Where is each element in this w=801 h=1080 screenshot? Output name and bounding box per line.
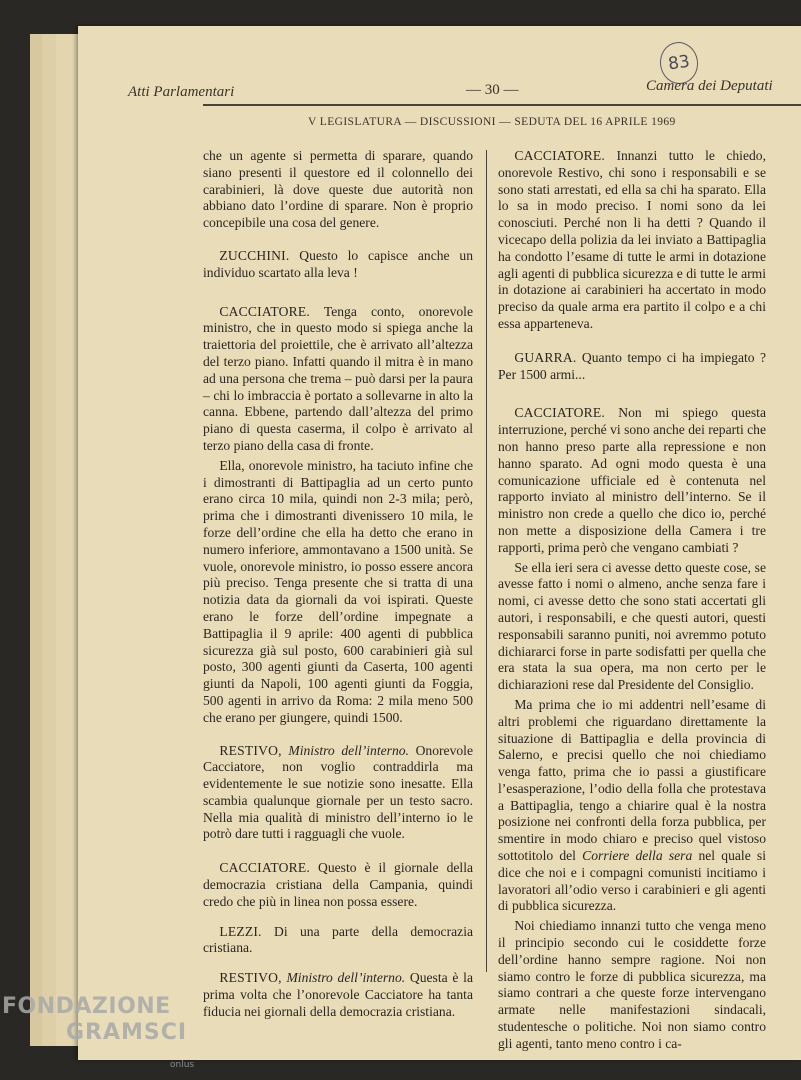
column-divider: [486, 150, 487, 972]
speaker-name: ZUCCHINI.: [219, 247, 290, 263]
paragraph: CACCIATORE. Innanzi tutto le chiedo, onorevole Restivo, chi sono i responsabili e se sono stati arrestati, ed ella sa chi ha sparato. Ella lo sa in modo preciso. I nomi sono da lei conosciuti. Perché non li ha detti ? Quando il vicecapo della polizia da lei inviato a Battipaglia ha condotto l’esame di tutte le armi in dotazione agli agenti di pubblica sicurezza e di tutte le armi in dotazione ai carabinieri ha accertato in modo preciso da quale arma era partito il colpo e a chi essa apparteneva.: [498, 148, 766, 331]
watermark-logo: [2, 994, 202, 1070]
speaker-name: CACCIATORE.: [219, 860, 311, 876]
paragraph: LEZZI. Di una parte della democrazia cristiana.: [203, 923, 473, 956]
page-stamp: 83: [657, 40, 700, 87]
paragraph: RESTIVO, Ministro dell’interno. Questa è la prima volta che l’onorevole Cacciatore ha tanta fiducia nei giornali della democrazia cristiana.: [203, 970, 473, 1019]
paragraph: Ella, onorevole ministro, ha taciuto infine che i dimostranti di Battipaglia ad un certo punto erano circa 10 mila, quindi non 2-3 mila; però, prima che i dimostranti divenissero 10 mila, le forze dell’ordine che ella ha detto che erano in numero inferiore, ammontavano a 1500 unità. Se vuole, onorevole ministro, io posso essere ancora più preciso. Tenga presente che si tratta di una notizia data da giornali da voi ispirati. Queste erano le forze dell’ordine impegnate a Battipaglia il 9 aprile: 400 agenti di pubblica sicurezza già sul posto, 600 carabinieri già sul posto, 300 agenti giunti da Caserta, 100 agenti giunti da Napoli, 100 agenti giunti da Foggia, 500 agenti in arrivo da Roma: 2 mila meno 500 che erano per giungere, quindi 1500.: [203, 457, 473, 725]
paragraph: GUARRA. Quanto tempo ci ha impiegato ? Per 1500 armi...: [498, 349, 766, 382]
speaker-role: Ministro dell’interno.: [288, 742, 409, 758]
paragraph: RESTIVO, Ministro dell’interno. Onorevole Cacciatore, non voglio contraddirla ma evidentemente le sue notizie sono inesatte. Ella scambia qualunque giornale per un testo sacro. Nella mia qualità di ministro dell’interno io le potrò dare tutti i ragguagli che vuole.: [203, 742, 473, 842]
speaker-name: CACCIATORE.: [514, 148, 606, 163]
paragraph: CACCIATORE. Questo è il giornale della democrazia cristiana della Campania, quindi credo che più in linea non possa essere.: [203, 860, 473, 909]
header-right: Camera dei Deputati: [646, 78, 773, 94]
watermark-line: FONDAZIONE: [2, 994, 171, 1019]
speaker-name: RESTIVO,: [219, 742, 282, 758]
watermark-line: onlus: [170, 1060, 195, 1070]
page-number: — 30 —: [466, 82, 519, 98]
watermark-line: GRAMSCI: [66, 1020, 188, 1045]
paragraph: Se ella ieri sera ci avesse detto queste cose, se avesse fatto i nomi o almeno, anche senza fare i nomi, ci avesse detto che sono stati accertati gli autori, i responsabili, e che questi autori, questi responsabili saranno puniti, noi avremmo potuto dichiararci forse in parte sodisfatti per quella che era stata la sua opera, ma non certo per le dichiarazioni rese dal Presidente del Consiglio.: [498, 559, 766, 693]
paragraph: ZUCCHINI. Questo lo capisce anche un individuo scartato alla leva !: [203, 247, 473, 280]
header-rule: [203, 104, 801, 106]
speaker-name: GUARRA.: [514, 349, 577, 365]
paragraph: Noi chiediamo innanzi tutto che venga meno il principio secondo cui le cosiddette forze dell’ordine hanno sempre ragione. Noi non siamo contro le forze di pubblica sicurezza, ma siamo contrari a che queste forze intervengano armate nelle manifestazioni sindacali, studentesche o politiche. Noi non siamo contro gli agenti, tanto meno contro i ca-: [498, 918, 766, 1051]
session-line: V LEGISLATURA — DISCUSSIONI — SEDUTA DEL 16 APRILE 1969: [308, 116, 676, 128]
right-column: [498, 148, 766, 1053]
newspaper-title: Corriere della sera: [582, 848, 693, 864]
paragraph: CACCIATORE. Non mi spiego questa interruzione, perché vi sono anche dei reparti che non hanno preso parte alla repressione e non hanno sparato. Ad ogni modo questa è una comunicazione ufficiale ed è contenuta nel rapporto inviato al ministro dell’interno. Se il ministro non crede a quello che dico io, perché non mette a disposizione della Camera i tre rapporti, prima però che vengano cambiati ?: [498, 405, 766, 555]
speaker-name: RESTIVO,: [219, 970, 282, 986]
paragraph: Ma prima che io mi addentri nell’esame di altri problemi che riguardano direttamente la situazione di Battipaglia e della provincia di Salerno, e precisi quello che noi chiediamo venga fatto, prima che io passi a giustificare l’esasperazione, l’odio della folla che protestava a Battipaglia, tengo a chiarire qual è la nostra posizione nei confronti della forza pubblica, per smentire in modo chiaro e preciso quel vistoso sottotitolo del Corriere della sera nel quale si dice che noi e i compagni comunisti incitiamo i lavoratori all’odio verso i carabinieri e gli agenti di pubblica sicurezza.: [498, 696, 767, 914]
speaker-name: CACCIATORE.: [514, 405, 606, 421]
speaker-role: Ministro dell’interno.: [286, 970, 406, 986]
left-column: [203, 148, 473, 1021]
speaker-name: CACCIATORE.: [219, 303, 311, 319]
paragraph: CACCIATORE. Tenga conto, onorevole ministro, che in questo modo si spiega anche la traiettoria del proiettile, che è arrivato all’altezza del terzo piano. Infatti quando il mitra è in mano ad una persona che trema – può darsi per la paura – chi lo imbraccia è portato a sollevarne in alto la canna. Ebbene, partendo dall’altezza del primo piano di questa caserma, il colpo è arrivato al terzo piano della casa di fronte.: [203, 303, 473, 453]
page-stack-edge: [56, 34, 79, 1046]
header-left: Atti Parlamentari: [128, 84, 235, 100]
paragraph: che un agente si permetta di sparare, quando siano presenti il questore ed il colonnello dei carabinieri, là dove queste due autorità non abbiano dato l’ordine di sparare. Non è proprio concepibile una cosa del genere.: [203, 148, 473, 231]
speaker-name: LEZZI.: [219, 923, 262, 939]
